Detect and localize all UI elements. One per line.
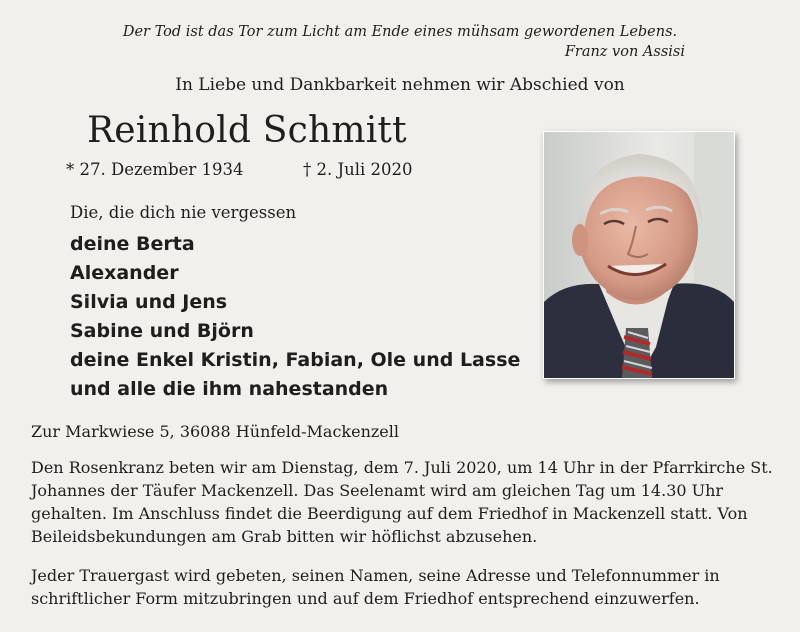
portrait-photo xyxy=(543,131,735,379)
mourner-item: Silvia und Jens xyxy=(70,291,228,313)
mourner-item: und alle die ihm nahestanden xyxy=(70,378,389,400)
deceased-name: Reinhold Schmitt xyxy=(87,110,407,151)
mourners-list xyxy=(70,230,520,404)
death-date: † 2. Juli 2020 xyxy=(303,160,413,179)
quote-author: Franz von Assisi xyxy=(564,44,685,60)
mourner-item: Sabine und Björn xyxy=(70,320,254,342)
mourner-item: deine Berta xyxy=(70,233,195,255)
guest-notice-paragraph: Jeder Trauergast wird gebeten, seinen Namen, seine Adresse und Telefonnummer in schriftlicher Form mitzubringen und auf dem Friedhof entsprechend einzuwerfen. xyxy=(31,566,720,608)
birth-date: * 27. Dezember 1934 xyxy=(66,160,244,179)
address: Zur Markwiese 5, 36088 Hünfeld-Mackenzell xyxy=(31,422,400,441)
quote-text: Der Tod ist das Tor zum Licht am Ende eines mühsam gewordenen Lebens. xyxy=(122,24,678,40)
mourner-item: deine Enkel Kristin, Fabian, Ole und Lasse xyxy=(70,349,521,371)
service-paragraph: Den Rosenkranz beten wir am Dienstag, dem 7. Juli 2020, um 14 Uhr in der Pfarrkirche St. Johannes der Täufer Mackenzell. Das Seelenamt wird am gleichen Tag um 14.30 Uhr gehalten. Im Anschluss findet die Beerdigung auf dem Friedhof in Mackenzell statt. Von Beileidsbekundungen am Grab bitten wir höflichst abzusehen. xyxy=(31,458,773,546)
mourner-item: Alexander xyxy=(70,262,179,284)
mourners-intro: Die, die dich nie vergessen xyxy=(70,203,297,222)
intro-line: In Liebe und Dankbarkeit nehmen wir Abschied von xyxy=(175,75,625,95)
